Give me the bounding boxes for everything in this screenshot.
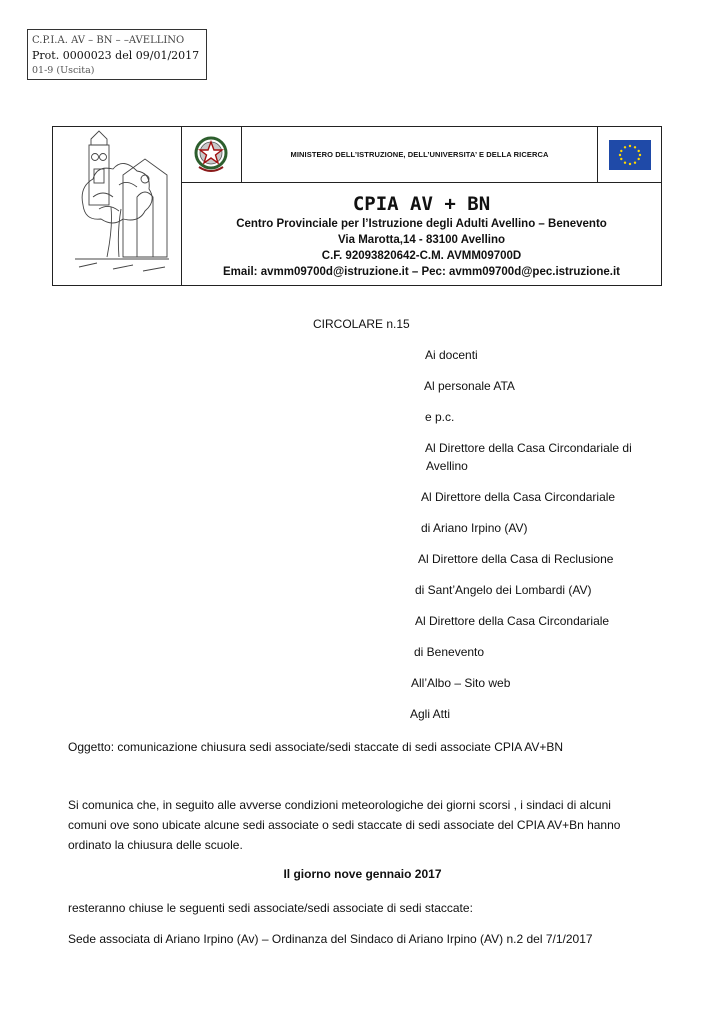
protocol-number: Prot. 0000023 del 09/01/2017 — [32, 49, 200, 62]
institution-address: Via Marotta,14 - 83100 Avellino — [337, 234, 506, 246]
recipient-line: di Sant’Angelo dei Lombardi (AV) — [415, 583, 592, 597]
paragraph-line: Si comunica che, in seguito alle avverse condizioni meteorologiche dei giorni scorsi , i sindaci di alcuni — [68, 798, 611, 812]
recipient-line: Al Direttore della Casa Circondariale di — [425, 441, 632, 455]
institution-email: Email: avmm09700d@istruzione.it – Pec: avmm09700d@pec.istruzione.it — [223, 266, 620, 278]
protocol-stamp — [27, 29, 207, 80]
recipient-line: Avellino — [426, 459, 468, 473]
recipient-line: Al personale ATA — [424, 379, 515, 393]
eu-flag-icon — [598, 127, 661, 183]
circular-number: CIRCOLARE n.15 — [313, 317, 410, 331]
ministry-cell — [242, 127, 598, 183]
closure-intro: resteranno chiuse le seguenti sedi associate/sedi associate di sedi staccate: — [68, 901, 473, 915]
closure-item: Sede associata di Ariano Irpino (Av) – Ordinanza del Sindaco di Ariano Irpino (AV) n.2 del 7/1/2017 — [68, 932, 593, 946]
recipient-line: All’Albo – Sito web — [411, 676, 511, 690]
protocol-classification: 01-9 (Uscita) — [32, 65, 95, 76]
recipient-line: e p.c. — [425, 410, 455, 424]
recipient-line: Al Direttore della Casa di Reclusione — [418, 552, 614, 566]
institution-title: CPIA AV + BN — [352, 193, 491, 215]
italian-republic-emblem-icon — [181, 127, 242, 183]
building-sketch-icon — [53, 127, 182, 285]
paragraph-line: ordinato la chiusura delle scuole. — [68, 838, 243, 852]
protocol-office: C.P.I.A. AV – BN – –AVELLINO — [32, 35, 185, 46]
day-heading: Il giorno nove gennaio 2017 — [283, 867, 442, 881]
letterhead — [52, 126, 662, 286]
institution-info — [182, 183, 661, 285]
recipient-line: Agli Atti — [410, 707, 451, 721]
recipient-line: Al Direttore della Casa Circondariale — [421, 490, 616, 504]
recipient-line: di Ariano Irpino (AV) — [421, 521, 528, 535]
institution-codes: C.F. 92093820642-C.M. AVMM09700D — [321, 250, 522, 262]
recipient-line: Al Direttore della Casa Circondariale — [415, 614, 610, 628]
institution-subtitle: Centro Provinciale per l’Istruzione degli Adulti Avellino – Benevento — [236, 218, 607, 230]
recipient-line: di Benevento — [414, 645, 485, 659]
ministry-name: MINISTERO DELL’ISTRUZIONE, DELL’UNIVERSITA’ E DELLA RICERCA — [290, 150, 549, 159]
subject-line: Oggetto: comunicazione chiusura sedi associate/sedi staccate di sedi associate CPIA AV+BN — [68, 740, 564, 754]
paragraph-line: comuni ove sono ubicate alcune sedi associate o sedi staccate di sedi associate del CPIA AV+Bn hanno — [68, 818, 621, 832]
recipient-line: Ai docenti — [425, 348, 478, 362]
